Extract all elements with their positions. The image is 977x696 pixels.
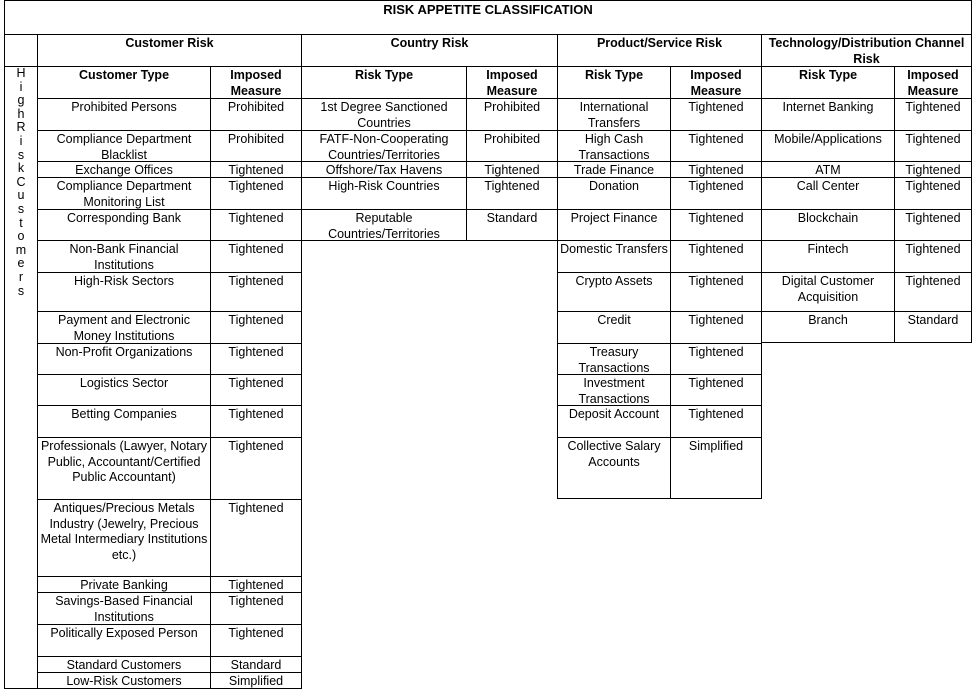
country-row-measure: Prohibited — [466, 130, 558, 162]
product-row-measure: Tightened — [670, 98, 762, 131]
country-row-name: Offshore/Tax Havens — [301, 161, 467, 178]
country-row-name: Reputable Countries/Territories — [301, 209, 467, 241]
customer-row-name: Savings-Based Financial Institutions — [37, 592, 211, 625]
country-row-measure: Tightened — [466, 177, 558, 210]
customer-row-name: Professionals (Lawyer, Notary Public, Accountant/Certified Public Accountant) — [37, 437, 211, 500]
customer-row-name: Logistics Sector — [37, 374, 211, 406]
country-row-name: FATF-Non-Cooperating Countries/Territories — [301, 130, 467, 162]
technology-row-name: Fintech — [761, 240, 895, 273]
technology-row-name: Digital Customer Acquisition — [761, 272, 895, 312]
technology-row-measure: Tightened — [894, 161, 972, 178]
country-row-measure: Tightened — [466, 161, 558, 178]
country-row-measure: Prohibited — [466, 98, 558, 131]
customer-row-measure: Prohibited — [210, 98, 302, 131]
product-row-name: Trade Finance — [557, 161, 671, 178]
customer-row-name: Non-Bank Financial Institutions — [37, 240, 211, 273]
customer-row-measure: Tightened — [210, 576, 302, 593]
product-row-measure: Tightened — [670, 240, 762, 273]
group-technology-channel-risk: Technology/Distribution Channel Risk — [761, 34, 972, 67]
customer-row-name: Payment and Electronic Money Institutions — [37, 311, 211, 344]
customer-row-measure: Tightened — [210, 624, 302, 657]
high-risk-customers-side-label: H i g h R i s k C u s t o m e r s — [4, 66, 38, 689]
customer-row-name: Compliance Department Blacklist — [37, 130, 211, 162]
product-row-measure: Simplified — [670, 437, 762, 499]
product-row-name: Deposit Account — [557, 405, 671, 438]
customer-row-name: Corresponding Bank — [37, 209, 211, 241]
product-row-name: Domestic Transfers — [557, 240, 671, 273]
table-title: RISK APPETITE CLASSIFICATION — [4, 0, 972, 35]
technology-row-measure: Tightened — [894, 177, 972, 210]
technology-row-measure: Tightened — [894, 130, 972, 162]
product-row-name: International Transfers — [557, 98, 671, 131]
customer-row-name: Betting Companies — [37, 405, 211, 438]
product-row-measure: Tightened — [670, 311, 762, 344]
header-technology-imposed-measure: Imposed Measure — [894, 66, 972, 99]
customer-row-measure: Tightened — [210, 499, 302, 577]
customer-row-measure: Simplified — [210, 672, 302, 689]
customer-row-measure: Standard — [210, 656, 302, 673]
customer-row-name: Standard Customers — [37, 656, 211, 673]
customer-row-measure: Tightened — [210, 161, 302, 178]
technology-row-name: Mobile/Applications — [761, 130, 895, 162]
technology-row-name: ATM — [761, 161, 895, 178]
customer-row-measure: Tightened — [210, 177, 302, 210]
technology-row-measure: Standard — [894, 311, 972, 343]
customer-row-name: High-Risk Sectors — [37, 272, 211, 312]
header-technology-risk-type: Risk Type — [761, 66, 895, 99]
product-row-name: Collective Salary Accounts — [557, 437, 671, 499]
product-row-name: High Cash Transactions — [557, 130, 671, 162]
technology-row-measure: Tightened — [894, 240, 972, 273]
product-row-measure: Tightened — [670, 343, 762, 375]
product-row-measure: Tightened — [670, 177, 762, 210]
customer-row-name: Exchange Offices — [37, 161, 211, 178]
technology-row-measure: Tightened — [894, 209, 972, 241]
product-row-measure: Tightened — [670, 161, 762, 178]
header-product-risk-type: Risk Type — [557, 66, 671, 99]
customer-row-measure: Tightened — [210, 405, 302, 438]
customer-row-name: Non-Profit Organizations — [37, 343, 211, 375]
technology-row-name: Blockchain — [761, 209, 895, 241]
product-row-measure: Tightened — [670, 209, 762, 241]
customer-row-measure: Tightened — [210, 272, 302, 312]
customer-row-measure: Tightened — [210, 343, 302, 375]
customer-row-measure: Tightened — [210, 437, 302, 500]
title-left-spacer — [4, 34, 38, 67]
product-row-name: Donation — [557, 177, 671, 210]
customer-row-measure: Tightened — [210, 209, 302, 241]
country-row-name: High-Risk Countries — [301, 177, 467, 210]
product-row-measure: Tightened — [670, 272, 762, 312]
customer-row-name: Low-Risk Customers — [37, 672, 211, 689]
technology-row-name: Internet Banking — [761, 98, 895, 131]
country-row-name: 1st Degree Sanctioned Countries — [301, 98, 467, 131]
header-customer-type: Customer Type — [37, 66, 211, 99]
technology-row-measure: Tightened — [894, 272, 972, 312]
customer-row-name: Private Banking — [37, 576, 211, 593]
group-customer-risk: Customer Risk — [37, 34, 302, 67]
customer-row-measure: Tightened — [210, 374, 302, 406]
customer-row-name: Politically Exposed Person — [37, 624, 211, 657]
group-country-risk: Country Risk — [301, 34, 558, 67]
group-product-service-risk: Product/Service Risk — [557, 34, 762, 67]
header-country-imposed-measure: Imposed Measure — [466, 66, 558, 99]
product-row-name: Treasury Transactions — [557, 343, 671, 375]
product-row-measure: Tightened — [670, 130, 762, 162]
product-row-measure: Tightened — [670, 405, 762, 438]
product-row-name: Project Finance — [557, 209, 671, 241]
customer-row-name: Prohibited Persons — [37, 98, 211, 131]
technology-row-measure: Tightened — [894, 98, 972, 131]
customer-row-measure: Tightened — [210, 311, 302, 344]
customer-row-name: Compliance Department Monitoring List — [37, 177, 211, 210]
product-row-name: Crypto Assets — [557, 272, 671, 312]
customer-row-measure: Prohibited — [210, 130, 302, 162]
header-customer-imposed-measure: Imposed Measure — [210, 66, 302, 99]
technology-row-name: Branch — [761, 311, 895, 343]
country-row-measure: Standard — [466, 209, 558, 241]
customer-row-measure: Tightened — [210, 240, 302, 273]
header-product-imposed-measure: Imposed Measure — [670, 66, 762, 99]
customer-row-name: Antiques/Precious Metals Industry (Jewelry, Precious Metal Intermediary Institutions etc.) — [37, 499, 211, 577]
product-row-name: Investment Transactions — [557, 374, 671, 406]
header-country-risk-type: Risk Type — [301, 66, 467, 99]
customer-row-measure: Tightened — [210, 592, 302, 625]
product-row-measure: Tightened — [670, 374, 762, 406]
product-row-name: Credit — [557, 311, 671, 344]
technology-row-name: Call Center — [761, 177, 895, 210]
